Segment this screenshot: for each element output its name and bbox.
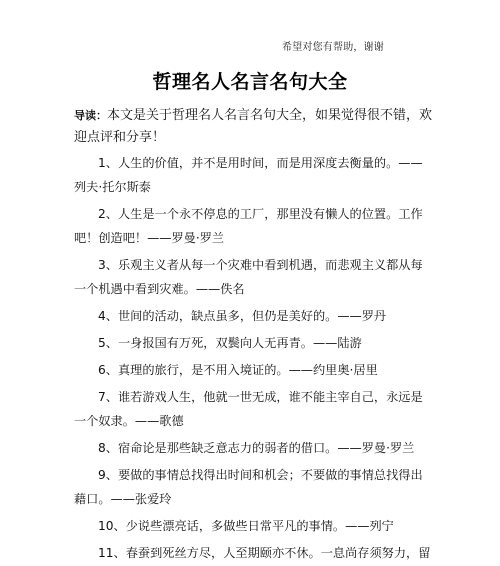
quote-item: 6、真理的旅行，是不用入境证的。——约里奥·居里 [98, 363, 378, 377]
quote-item: 8、宿命论是那些缺乏意志力的弱者的借口。——罗曼·罗兰 [98, 441, 415, 455]
quote-item: 9、要做的事情总找得出时间和机会；不要做的事情总找得出藉口。——张爱玲 [74, 468, 423, 506]
quote-item: 10、少说些漂亮话，多做些日常平凡的事情。——列宁 [98, 519, 394, 533]
page-title: 哲理名人名言名句大全 [152, 71, 348, 93]
quote-item: 11、春蚕到死丝方尽，人至期颐亦不休。一息尚存须努力，留 [98, 546, 431, 560]
quote-item: 2、人生是一个永不停息的工厂，那里没有懒人的位置。工作吧！创造吧！——罗曼·罗兰 [74, 207, 423, 245]
intro-text: 本文是关于哲理名人名言名句大全，如果觉得很不错，欢迎点评和分享！ [74, 108, 433, 145]
quote-item: 3、乐观主义者从每一个灾难中看到机遇，而悲观主义都从每一个机遇中看到灾难。——佚名 [74, 258, 423, 296]
quote-item: 4、世间的活动，缺点虽多，但仍是美好的。——罗丹 [98, 309, 387, 323]
quote-list [74, 151, 434, 566]
header-note: 希望对您有帮助，谢谢 [282, 42, 384, 53]
quote-item: 5、一身报国有万死，双鬓向人无再青。——陆游 [98, 336, 362, 350]
intro-paragraph [74, 105, 434, 149]
intro-lead: 导读： [74, 109, 107, 122]
quote-item: 7、谁若游戏人生，他就一世无成，谁不能主宰自己，永远是一个奴隶。——歌德 [74, 390, 423, 428]
quote-item: 1、人生的价值，并不是用时间，而是用深度去衡量的。——列夫·托尔斯泰 [74, 156, 423, 194]
